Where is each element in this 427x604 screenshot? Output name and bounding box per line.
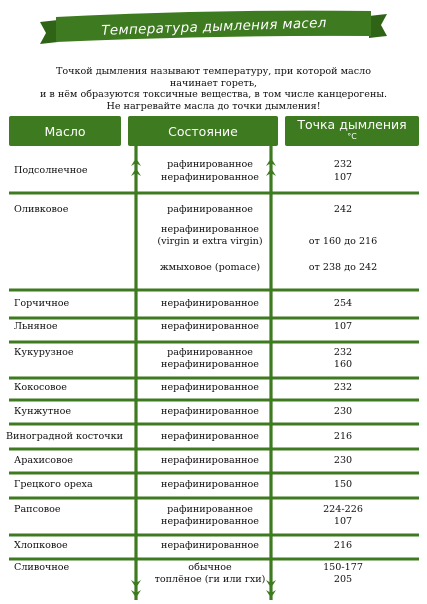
intro-line: Не нагревайте масла до точки дымления! [106, 100, 321, 112]
smoke-point: 107 [333, 516, 353, 528]
oil-state: нерафинированное [161, 382, 259, 394]
oil-state: нерафинированное [161, 172, 259, 184]
oil-state: рафинированное [167, 504, 253, 516]
oil-name: Кукурузное [14, 347, 74, 359]
oil-state: нерафинированное [161, 406, 259, 418]
header-oil: Масло [9, 116, 121, 146]
oil-state: обычное [188, 562, 232, 574]
intro-text [8, 66, 419, 112]
oil-state: жмыховое (pomace) [159, 262, 261, 274]
smoke-point: 232 [333, 347, 353, 359]
oil-name: Горчичное [14, 298, 70, 310]
oil-state: нерафинированное [161, 431, 259, 443]
intro-line: и в нём образуются токсичные вещества, в том числе канцерогены. [39, 89, 388, 100]
smoke-point: от 160 до 216 [308, 236, 378, 248]
oil-name: Рапсовое [14, 504, 61, 516]
page-title: Температура дымления масел [101, 15, 327, 39]
smoke-point: 230 [333, 406, 353, 418]
smoke-point: 150 [333, 479, 353, 491]
oil-state: нерафинированное [161, 540, 259, 552]
smoke-point: 216 [333, 540, 353, 552]
intro-line: Точкой дымления называют температуру, при которой масло [55, 66, 372, 77]
oil-state: (virgin и extra virgin) [157, 236, 263, 248]
oil-state: нерафинированное [161, 224, 259, 236]
oil-name: Кунжутное [14, 406, 72, 418]
oil-name: Хлопковое [14, 540, 68, 552]
oil-name: Сливочное [14, 562, 70, 574]
smoke-point: 224-226 [323, 504, 363, 516]
header-smoke-label: Точка дымления [297, 117, 407, 132]
oil-name: Кокосовое [14, 382, 67, 394]
oil-name: Грецкого ореха [14, 479, 93, 491]
oil-name: Подсолнечное [14, 165, 88, 177]
oil-name: Арахисовое [14, 455, 73, 467]
oil-state: нерафинированное [161, 359, 259, 371]
smoke-point: 205 [333, 574, 353, 586]
smoke-point: 107 [333, 321, 353, 333]
oil-state: рафинированное [167, 159, 253, 171]
smoke-point: 216 [333, 431, 353, 443]
oil-state: нерафинированное [161, 321, 259, 333]
oil-state: нерафинированное [161, 479, 259, 491]
oil-name: Льняное [14, 321, 58, 333]
smoke-point: 232 [333, 382, 353, 394]
smoke-point: 160 [333, 359, 353, 371]
smoke-point: 230 [333, 455, 353, 467]
oil-state: рафинированное [167, 204, 253, 216]
header-smoke-point [285, 116, 419, 146]
header-unit: °C [347, 132, 357, 141]
smoke-point: 254 [333, 298, 353, 310]
smoke-point: 232 [333, 159, 353, 171]
oil-state: нерафинированное [161, 516, 259, 528]
intro-line: начинает гореть, [169, 77, 258, 89]
smoke-point: 242 [333, 204, 353, 216]
smoke-point: 150-177 [323, 562, 363, 574]
oil-state: топлёное (ги или гхи) [154, 574, 266, 586]
oil-state: рафинированное [167, 347, 253, 359]
header-state: Состояние [128, 116, 278, 146]
oil-name: Виноградной косточки [6, 431, 123, 443]
oil-state: нерафинированное [161, 298, 259, 310]
smoke-point: от 238 до 242 [308, 262, 378, 274]
smoke-point: 107 [333, 172, 353, 184]
oil-name: Оливковое [14, 204, 69, 216]
oil-state: нерафинированное [161, 455, 259, 467]
